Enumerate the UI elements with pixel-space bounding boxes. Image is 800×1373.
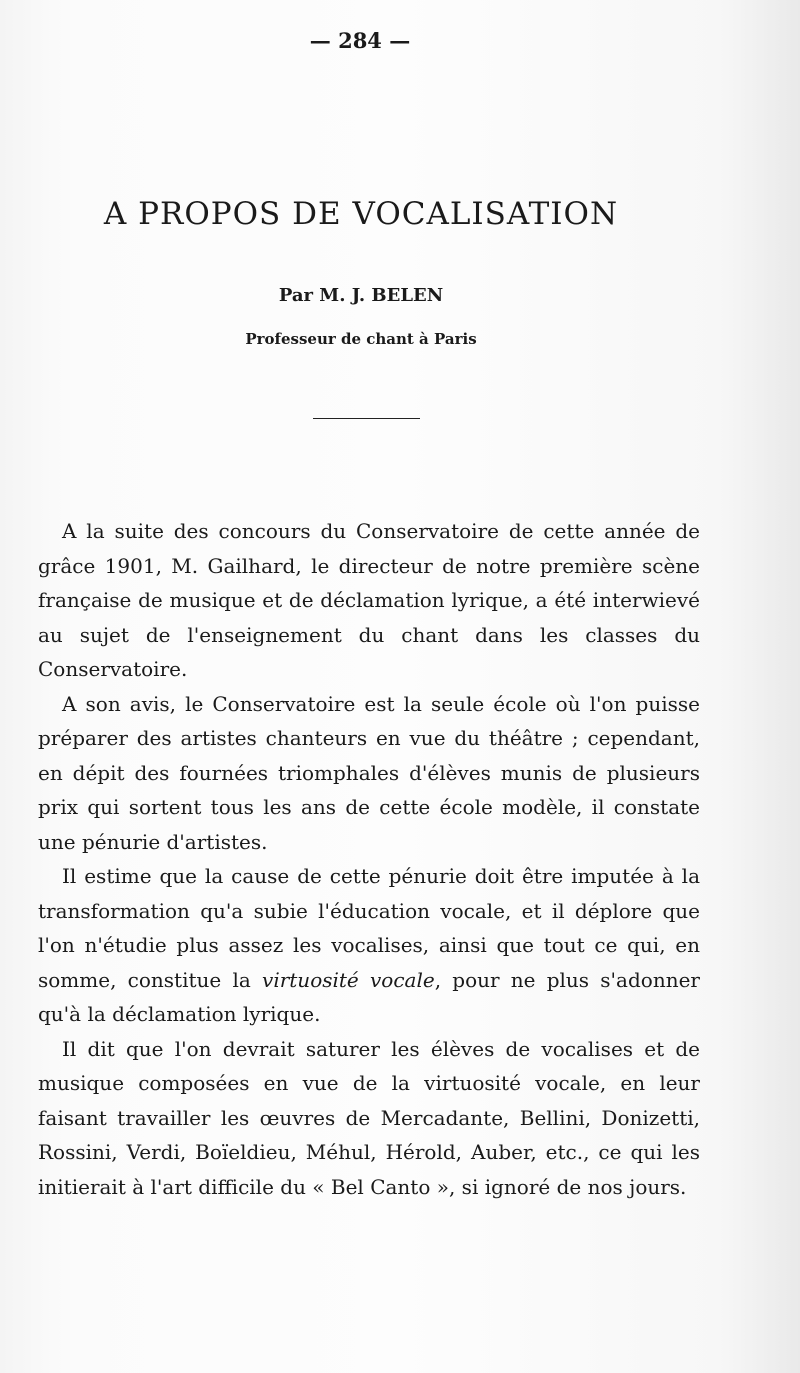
paragraph-3: [38, 859, 700, 1032]
article-byline: Par M. J. BELEN: [278, 285, 444, 306]
author-role: Professeur de chant à Paris: [245, 330, 477, 348]
paragraph-3-text-after: , pour ne plus s'adonner qu'à la déclamation lyrique.: [38, 967, 700, 1026]
separator-rule: [313, 418, 420, 419]
article-title: A PROPOS DE VOCALISATION: [103, 196, 619, 232]
paragraph-2: A son avis, le Conservatoire est la seule école où l'on puisse préparer des artistes chanteurs en vue du théâtre ; cependant, en dépit des fournées triomphales d'élèves munis de plusieurs prix qui sortent tous les ans de cette école modèle, il constate une pénurie d'artistes.: [38, 691, 700, 854]
page-number: — 284 —: [309, 28, 411, 53]
paragraph-3-emphasis: virtuosité vocale: [262, 967, 435, 992]
paragraph-3-text-before: Il estime que la cause de cette pénurie doit être imputée à la transformation qu'a subie l'éducation vocale, et il déplore que l'on n'étudie plus assez les vocalises, ainsi que tout ce qui, en somme, constitue la: [38, 864, 700, 992]
article-body: [38, 514, 700, 1204]
paragraph-1: A la suite des concours du Conservatoire de cette année de grâce 1901, M. Gailhard, le directeur de notre première scène française de musique et de déclamation lyrique, a été interwievé au sujet de l'enseignement du chant dans les classes du Conservatoire.: [38, 519, 700, 681]
paragraph-4: Il dit que l'on devrait saturer les élèves de vocalises et de musique composées en vue de la virtuosité vocale, en leur faisant travailler les œuvres de Mercadante, Bellini, Donizetti, Rossini, Verdi, Boïeldieu, Méhul, Hérold, Auber, etc., ce qui les initierait à l'art difficile du « Bel Canto », si ignoré de nos jours.: [38, 1036, 700, 1199]
